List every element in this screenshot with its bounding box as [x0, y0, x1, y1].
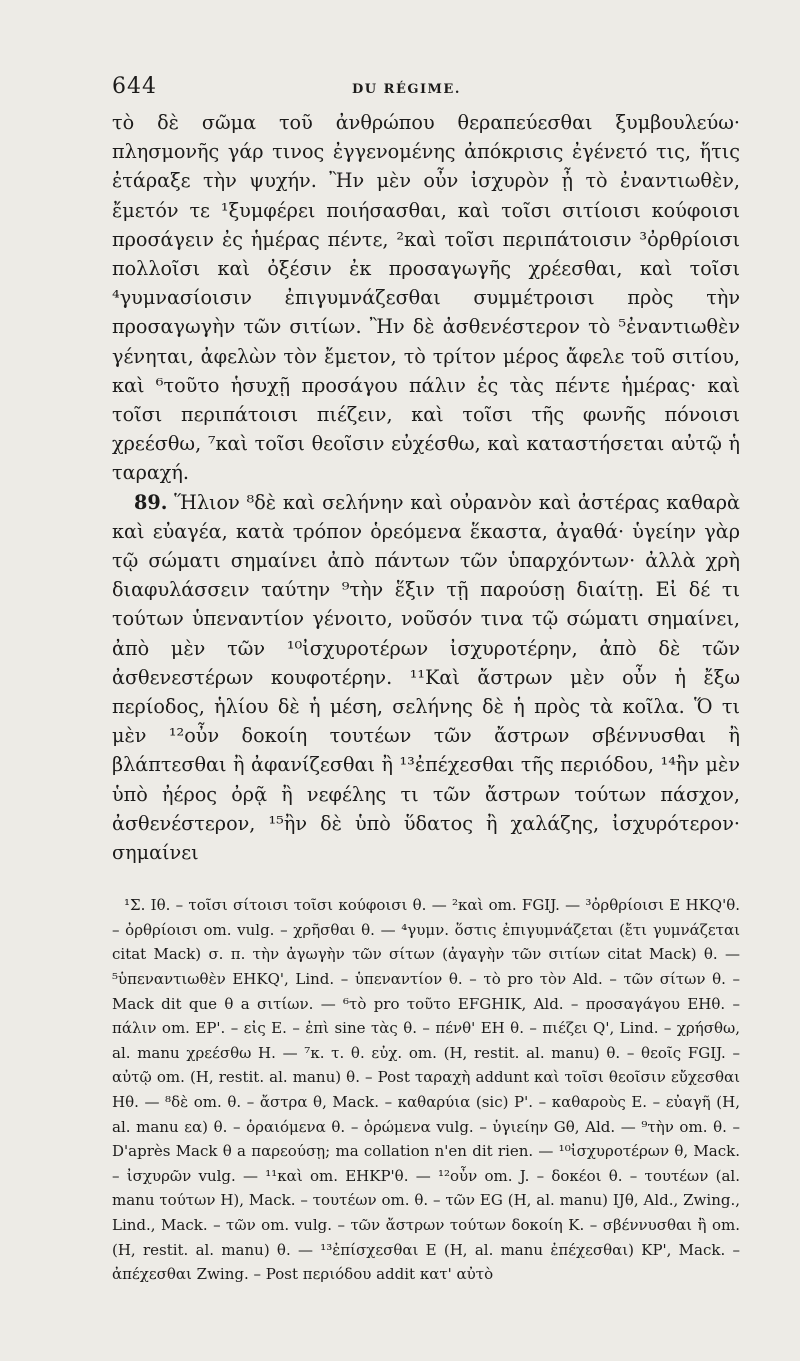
footnote-text: ¹Σ. Ιθ. – τοῖσι σίτοισι τοῖσι κούφοισι θ. — ²καὶ om. FGIJ. — ³ὀρθρίοισι E HKQ'θ. – ὀρθρίοισι om. vulg. – χρῆσθαι θ. — ⁴γυμν. ὅστις ἐπιγυμνάζεται (ἔτι γυμνάζεται citat Mack) σ. π. τὴν ἀγωγὴν τῶν σίτων (ἀγαγὴν τῶν σιτίων citat Mack) θ. — ⁵ὑπεναντιωθὲν EHKQ', Lind. – ὑπεναντίον θ. – τὸ pro τὸν Ald. – τῶν σίτων θ. – Mack dit que θ a σιτίων. — ⁶τὸ pro τοῦτο EFGHIK, Ald. – προσαγάγου EHθ. – πάλιν om. EP'. – εἰς E. – ἐπὶ sine τὰς θ. – πένθ' EH θ. – πιέζει Q', Lind. – χρήσθω, al. manu χρεέσθω H. — ⁷κ. τ. θ. εὐχ. om. (H, restit. al. manu) θ. – θεοῖς FGIJ. – αὐτῷ om. (H, restit. al. manu) θ. – Post ταραχὴ addunt καὶ τοῖσι θεοῖσιν εὔχεσθαι Hθ. — ⁸δὲ om. θ. – ἄστρα θ, Mack. – καθαρύια (sic) P'. – καθαροὺς E. – εὐαγῆ (H, al. manu εα) θ. – ὁραιόμενα θ. – ὁρώμενα vulg. – ὑγιείην Gθ, Ald. — ⁹τὴν om. θ. – D'après Mack θ a παρεούσῃ; ma collation n'en dit rien. — ¹⁰ἰσχυροτέρων θ, Mack. – ἰσχυρῶν vulg. — ¹¹καὶ om. EHKP'θ. — ¹²οὖν om. J. – δοκέοι θ. – τουτέων (al. manu τούτων H), Mack. – τουτέων om. θ. – τῶν EG (H, al. manu) IJθ, Ald., Zwing., Lind., Mack. – τῶν om. vulg. – τῶν ἄστρων τούτων δοκοίη K. – σβέννυσθαι ἢ om. (H, restit. al. manu) θ. — ¹³ἐπίσχεσθαι E (H, al. manu ἐπέχεσθαι) KP', Mack. – ἀπέχεσθαι Zwing. – Post περιόδου addit κατ' αὐτὸ	[112, 896, 740, 1284]
footnote-separator	[112, 867, 740, 885]
running-head: DU RÉGIME.	[352, 82, 461, 97]
footnotes	[112, 893, 740, 1287]
page-header	[112, 74, 740, 102]
paragraph-continued: τὸ δὲ σῶμα τοῦ ἀνθρώπου θεραπεύεσθαι ξυμβουλεύω· πλησμονῆς γάρ τινος ἐγγενομένης ἀπόκρισις ἐγένετό τις, ἥτις ἐτάραξε τὴν ψυχήν. Ἢν μὲν οὖν ἰσχυρὸν ᾖ τὸ ἐναντιωθὲν, ἔμετόν τε ¹ξυμφέρει ποιήσασθαι, καὶ τοῖσι σιτίοισι κούφοισι προσάγειν ἐς ἡμέρας πέντε, ²καὶ τοῖσι περιπάτοισιν ³ὀρθρίοισι πολλοῖσι καὶ ὀξέσιν ἐκ προσαγωγῆς χρέεσθαι, καὶ τοῖσι ⁴γυμνασίοισιν ἐπιγυμνάζεσθαι συμμέτροισι πρὸς τὴν προσαγωγὴν τῶν σιτίων. Ἢν δὲ ἀσθενέστερον τὸ ⁵ἐναντιωθὲν γένηται, ἀφελὼν τὸν ἔμετον, τὸ τρίτον μέρος ἄφελε τοῦ σιτίου, καὶ ⁶τοῦτο ἡσυχῇ προσάγου πάλιν ἐς τὰς πέντε ἡμέρας· καὶ τοῖσι περιπάτοισι πιέζειν, καὶ τοῖσι τῆς φωνῆς πόνοισι χρεέσθω, ⁷καὶ τοῖσι θεοῖσιν εὐχέσθω, καὶ καταστήσεται αὐτῷ ἡ ταραχή.	[112, 111, 740, 485]
paragraph-89-text: Ἥλιον ⁸δὲ καὶ σελήνην καὶ οὐρανὸν καὶ ἀστέρας καθαρὰ καὶ εὐαγέα, κατὰ τρόπον ὁρεόμενα ἕκαστα, ἀγαθά· ὑγείην γὰρ τῷ σώματι σημαίνει ἀπὸ πάντων τῶν ὑπαρχόντων· ἀλλὰ χρὴ διαφυλάσσειν ταύτην ⁹τὴν ἕξιν τῇ παρούσῃ διαίτῃ. Εἰ δέ τι τούτων ὑπεναντίον γένοιτο, νοῦσόν τινα τῷ σώματι σημαίνει, ἀπὸ μὲν τῶν ¹⁰ἰσχυροτέρων ἰσχυροτέρην, ἀπὸ δὲ τῶν ἀσθενεστέρων κουφοτέρην. ¹¹Καὶ ἄστρων μὲν οὖν ἡ ἔξω περίοδος, ἡλίου δὲ ἡ μέση, σελήνης δὲ ἡ πρὸς τὰ κοῖλα. Ὅ τι μὲν ¹²οὖν δοκοίη τουτέων τῶν ἄστρων σβέννυσθαι ἢ βλάπτεσθαι ἢ ἀφανίζεσθαι ἢ ¹³ἐπέχεσθαι τῆς περιόδου, ¹⁴ἢν μὲν ὑπὸ ἠέρος ὀρᾷ ἢ νεφέλης τι τῶν ἄστρων τούτων πάσχον, ἀσθενέστερον, ¹⁵ἢν δὲ ὑπὸ ὕδατος ἢ χαλάζης, ἰσχυρότερον· σημαίνει	[112, 490, 740, 865]
main-text	[112, 108, 740, 867]
paragraph-89	[112, 488, 740, 868]
page-number: 644	[112, 74, 157, 99]
section-number: 89.	[134, 490, 168, 514]
